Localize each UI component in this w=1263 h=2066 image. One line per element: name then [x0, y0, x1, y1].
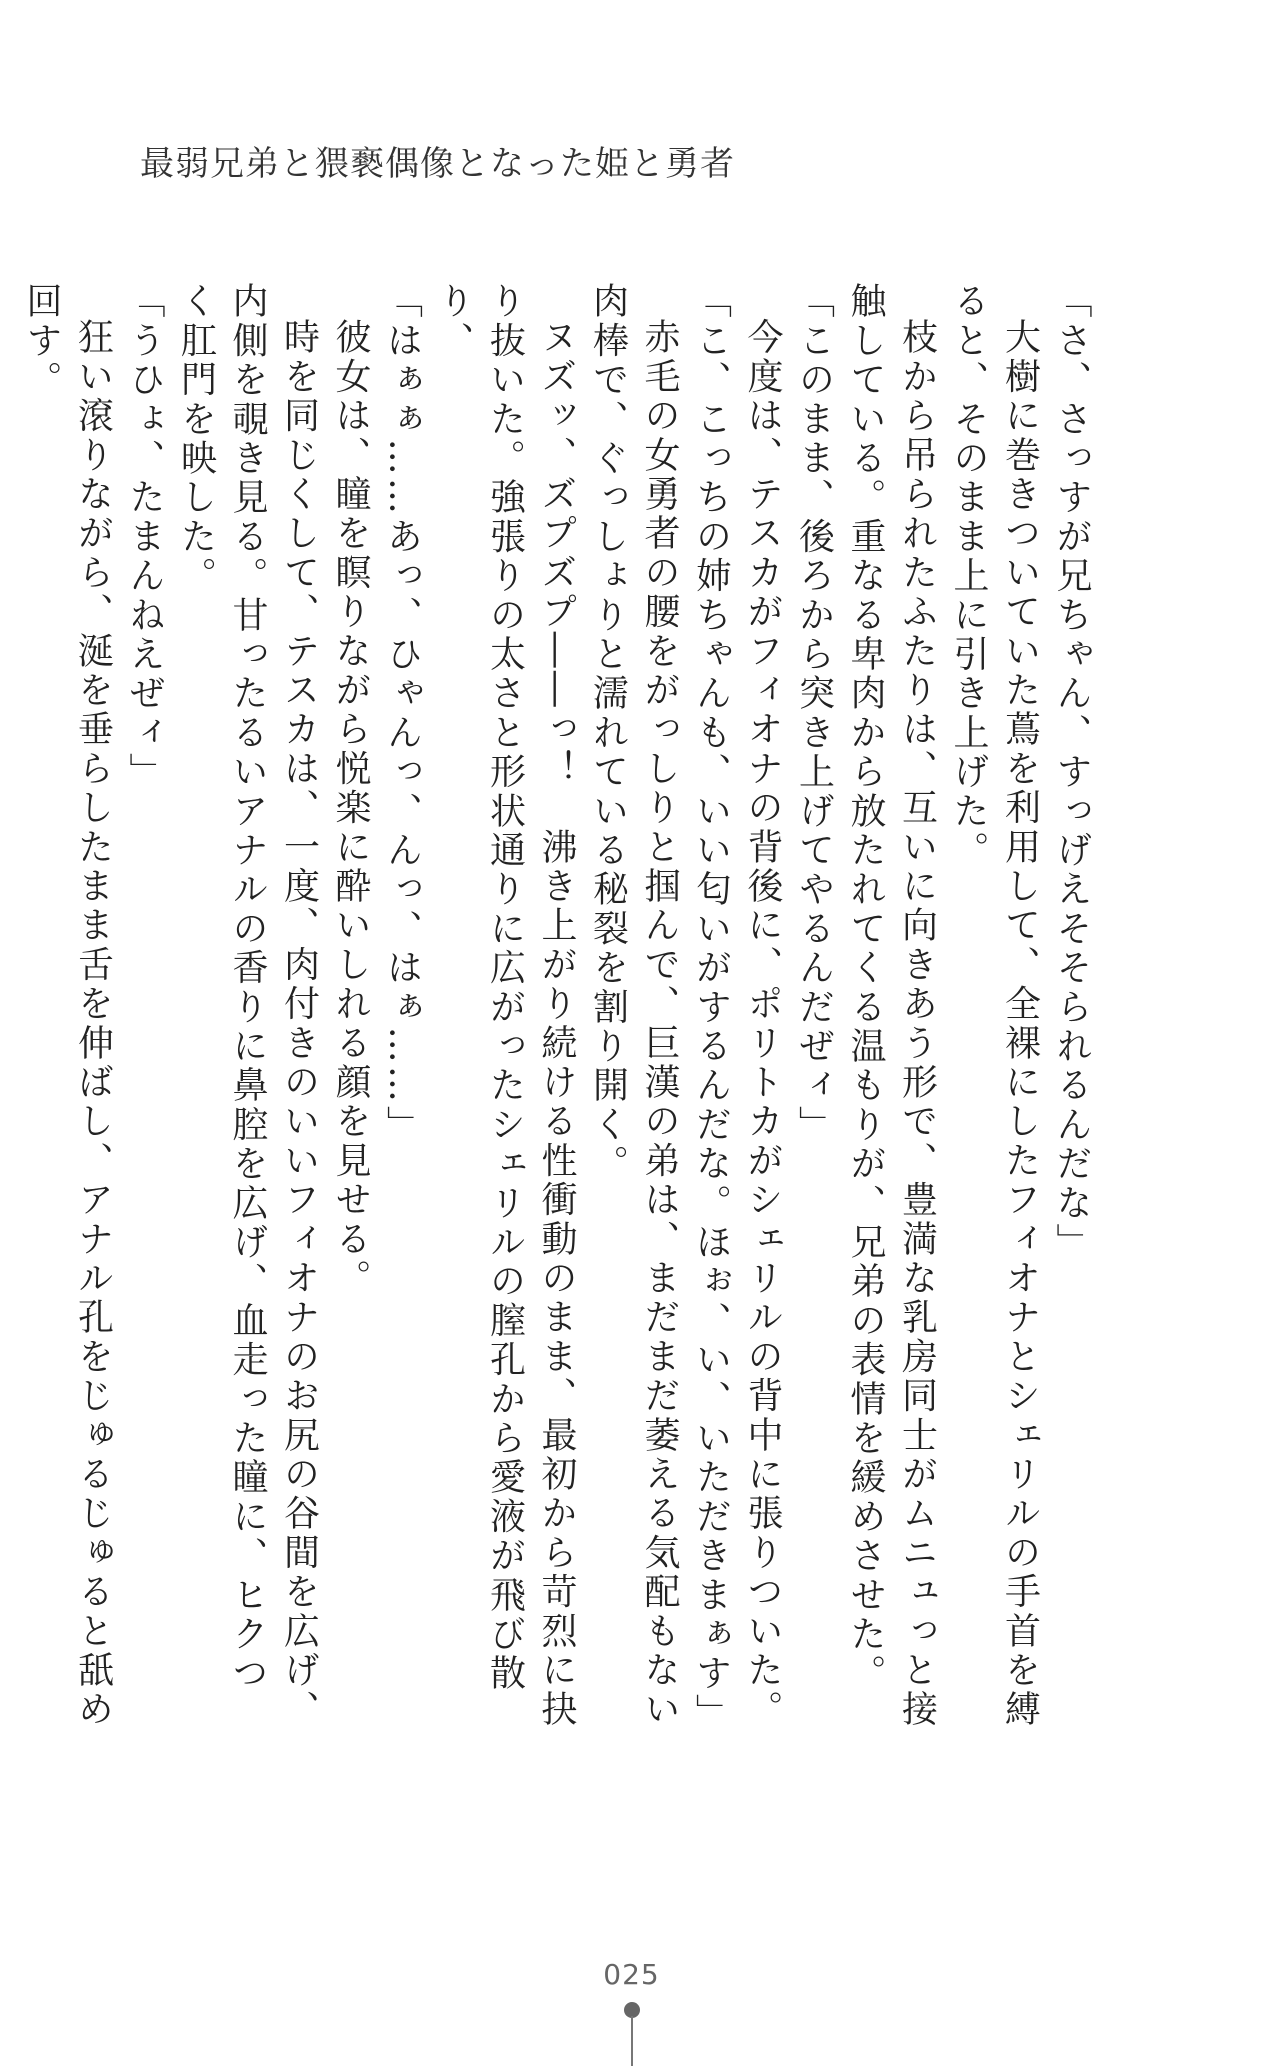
paragraph: 「はぁぁ……あっ、ひゃんっ、んっ、はぁ……」: [381, 282, 423, 1145]
paragraph: ヌズッ、ズプズプ――っ！ 沸き上がり続ける性衝動のまま、最初から苛烈に抉り抜いた。強張りの太さと形状通りに広がったシェリルの膣孔から愛液が飛び散り、: [433, 282, 577, 1730]
paragraph: 「うひょ、たまんねえぜィ」: [124, 282, 165, 792]
paragraph: 大樹に巻きついていた蔦を利用して、全裸にしたフィオナとシェリルの手首を縛ると、そのまま上に引き上げた。: [948, 282, 1041, 1730]
paragraph: 赤毛の女勇者の腰をがっしりと掴んで、巨漢の弟は、まだまだ萎える気配もない肉棒で、ぐっしょりと濡れている秘裂を割り開く。: [587, 282, 680, 1730]
paragraph: 枝から吊られたふたりは、互いに向きあう形で、豊満な乳房同士がムニュっと接触している。重なる卑肉から放たれてくる温もりが、兄弟の表情を緩めさせた。: [845, 282, 938, 1730]
paragraph: 今度は、テスカがフィオナの背後に、ポリトカがシェリルの背中に張りついた。: [742, 318, 783, 1730]
folio-ornament: [624, 2002, 640, 2066]
paragraph: 「こ、こっちの姉ちゃんも、いい匂いがするんだな。ほぉ、い、いただきまぁす」: [690, 282, 732, 1733]
paragraph: 「さ、さっすが兄ちゃん、すっげえそそられるんだな」: [1051, 282, 1092, 1262]
paragraph: 「このまま、後ろから突き上げてやるんだぜィ」: [793, 282, 835, 1145]
paragraph: 時を同じくして、テスカは、一度、肉付きのいいフィオナのお尻の谷間を広げ、内側を覗き見る。甘ったるいアナルの香りに鼻腔を広げ、血走った瞳に、ヒクつく肛門を映した。: [175, 282, 320, 1730]
paragraph: 狂い滾りながら、涎を垂らしたまま舌を伸ばし、アナル孔をじゅるじゅると舐め回す。: [21, 282, 114, 1730]
paragraph: 彼女は、瞳を瞑りながら悦楽に酔いしれる顔を見せる。: [330, 318, 371, 1298]
page-number: 025: [603, 1958, 660, 1991]
vertical-body-text: [21, 282, 1097, 1733]
running-title: 最弱兄弟と猥褻偶像となった姫と勇者: [140, 144, 735, 184]
folio-rule: [631, 2016, 633, 2066]
